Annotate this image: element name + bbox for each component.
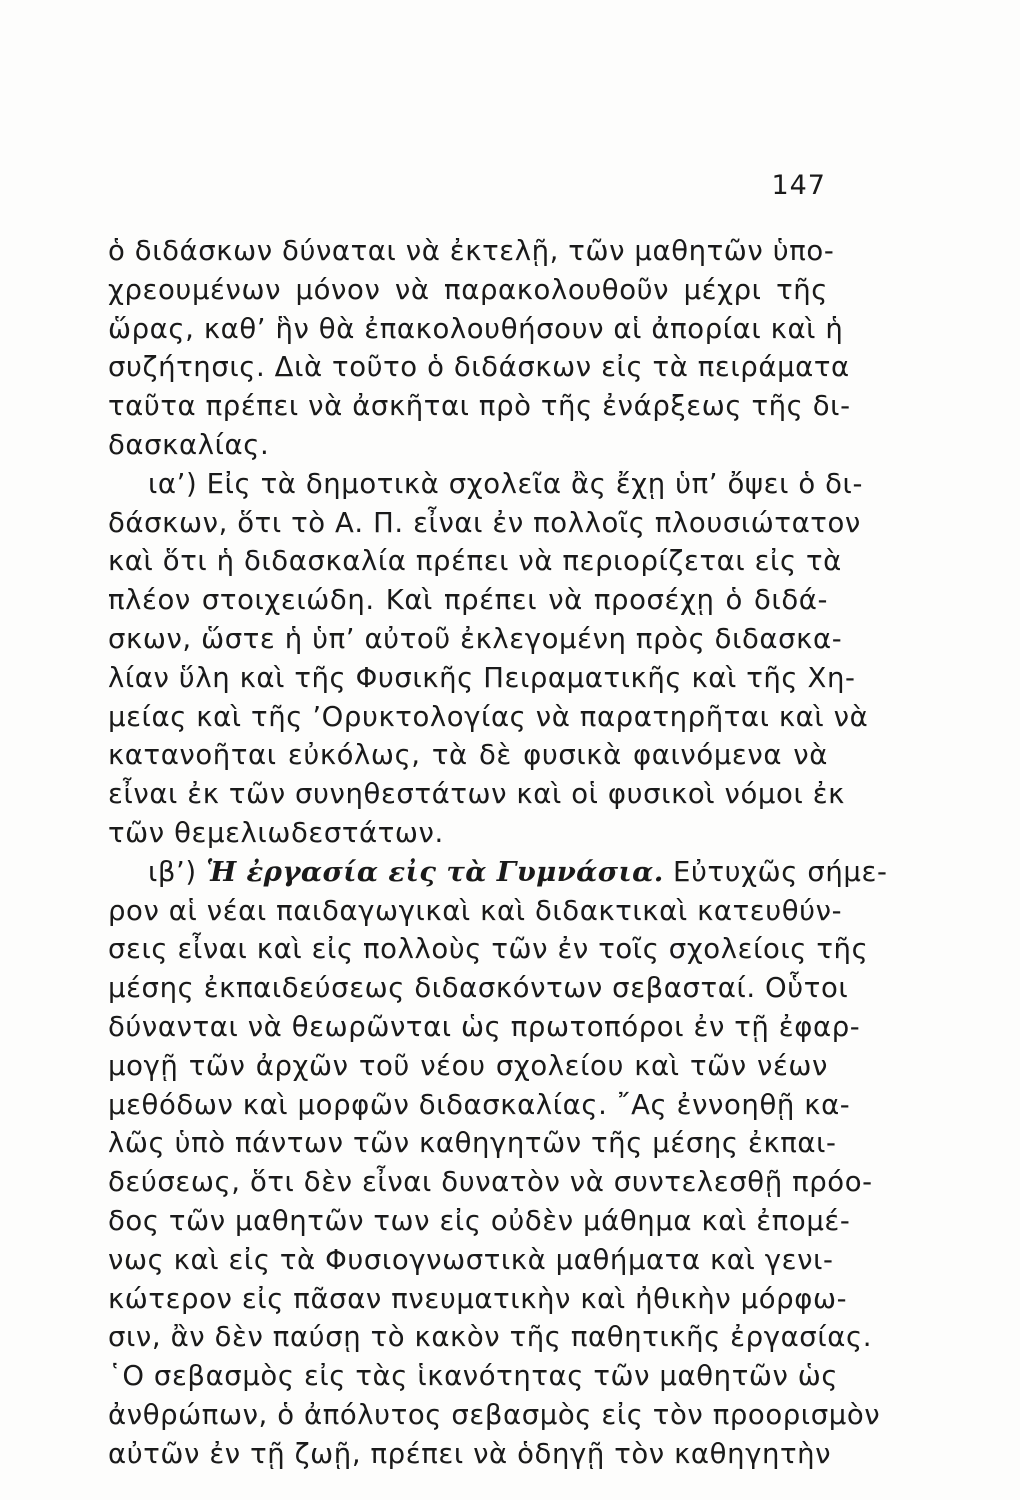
page-body-text — [108, 232, 888, 1474]
text-line: χρεουμένων μόνον νὰ παρακολουθοῦν μέχρι τῆς — [108, 273, 828, 306]
text-line: ὥρας, καθ’ ἣν θὰ ἐπακολουθήσουν αἱ ἀπορίαι καὶ ἡ — [108, 312, 844, 345]
text-line: δος τῶν μαθητῶν των εἰς οὐδὲν μάθημα καὶ ἐπομέ- — [108, 1204, 851, 1237]
text-line: εἶναι ἐκ τῶν συνηθεστάτων καὶ οἱ φυσικοὶ νόμοι ἐκ — [108, 778, 845, 811]
text-line: μεθόδων καὶ μορφῶν διδασκαλίας. ῎Ας ἐννοηθῇ κα- — [108, 1088, 851, 1121]
text-line: συζήτησις. Διὰ τοῦτο ὁ διδάσκων εἰς τὰ πειράματα — [108, 351, 850, 384]
text-line: αὐτῶν ἐν τῇ ζωῇ, πρέπει νὰ ὁδηγῇ τὸν καθηγητὴν — [108, 1437, 832, 1470]
text-line: λίαν ὕλη καὶ τῆς Φυσικῆς Πειραματικῆς καὶ τῆς Χη- — [108, 661, 856, 694]
text-line: νως καὶ εἰς τὰ Φυσιογνωστικὰ μαθήματα καὶ γενι- — [108, 1243, 834, 1276]
text-line: δεύσεως, ὅτι δὲν εἶναι δυνατὸν νὰ συντελεσθῇ πρόο- — [108, 1166, 873, 1199]
text-line: σιν, ἂν δὲν παύσῃ τὸ κακὸν τῆς παθητικῆς ἐργασίας. — [108, 1321, 873, 1354]
text-line: σκων, ὥστε ἡ ὑπ’ αὐτοῦ ἐκλεγομένη πρὸς διδασκα- — [108, 622, 843, 655]
text-line: δάσκων, ὅτι τὸ Α. Π. εἶναι ἐν πολλοῖς πλουσιώτατον — [108, 506, 861, 539]
text-line: κατανοῆται εὐκόλως, τὰ δὲ φυσικὰ φαινόμενα νὰ — [108, 739, 828, 772]
text-line: μογῇ τῶν ἀρχῶν τοῦ νέου σχολείου καὶ τῶν νέων — [108, 1049, 828, 1082]
text-line: δύνανται νὰ θεωρῶνται ὡς πρωτοπόροι ἐν τῇ ἐφαρ- — [108, 1010, 861, 1043]
text-line: ταῦτα πρέπει νὰ ἀσκῆται πρὸ τῆς ἐνάρξεως τῆς δι- — [108, 390, 851, 423]
text-line: ὁ διδάσκων δύναται νὰ ἐκτελῇ, τῶν μαθητῶν ὑπο- — [108, 235, 835, 267]
text-line: κώτερον εἰς πᾶσαν πνευματικὴν καὶ ἠθικὴν μόρφω- — [108, 1282, 848, 1315]
text-line: ἀνθρώπων, ὁ ἀπόλυτος σεβασμὸς εἰς τὸν προορισμὸν — [108, 1398, 881, 1431]
text-line: ῾Ο σεβασμὸς εἰς τὰς ἱκανότητας τῶν μαθητῶν ὡς — [108, 1360, 839, 1393]
page-number: 147 — [771, 170, 826, 201]
text-line: ρον αἱ νέαι παιδαγωγικαὶ καὶ διδακτικαὶ κατευθύν- — [108, 894, 843, 927]
text-line: μείας καὶ τῆς ’Ορυκτολογίας νὰ παρατηρῆται καὶ νὰ — [108, 700, 869, 733]
text-line: λῶς ὑπὸ πάντων τῶν καθηγητῶν τῆς μέσης ἐκπαι- — [108, 1127, 837, 1160]
text-line: τῶν θεμελιωδεστάτων. — [108, 816, 444, 849]
text-line: σεις εἶναι καὶ εἰς πολλοὺς τῶν ἐν τοῖς σχολείοις τῆς — [108, 933, 869, 966]
text-line: πλέον στοιχειώδη. Καὶ πρέπει νὰ προσέχῃ ὁ διδά- — [108, 584, 828, 617]
text-line: δασκαλίας. — [108, 428, 270, 461]
section-ib-first-line-rest: Εὐτυχῶς σήμε- — [673, 855, 888, 888]
text-line: καὶ ὅτι ἡ διδασκαλία πρέπει νὰ περιορίζεται εἰς τὰ — [108, 545, 842, 578]
text-line: μέσης ἐκπαιδεύσεως διδασκόντων σεβασταί. Οὗτοι — [108, 972, 849, 1005]
section-ib-number: ιβ’) — [148, 855, 197, 888]
text-line: ια’) Εἰς τὰ δημοτικὰ σχολεῖα ἂς ἔχῃ ὑπ’ ὄψει ὁ δι- — [148, 467, 863, 500]
section-ib-title: Ἡ ἐργασία εἰς τὰ Γυμνάσια. — [206, 855, 664, 888]
section-ib-heading-line — [108, 853, 888, 892]
